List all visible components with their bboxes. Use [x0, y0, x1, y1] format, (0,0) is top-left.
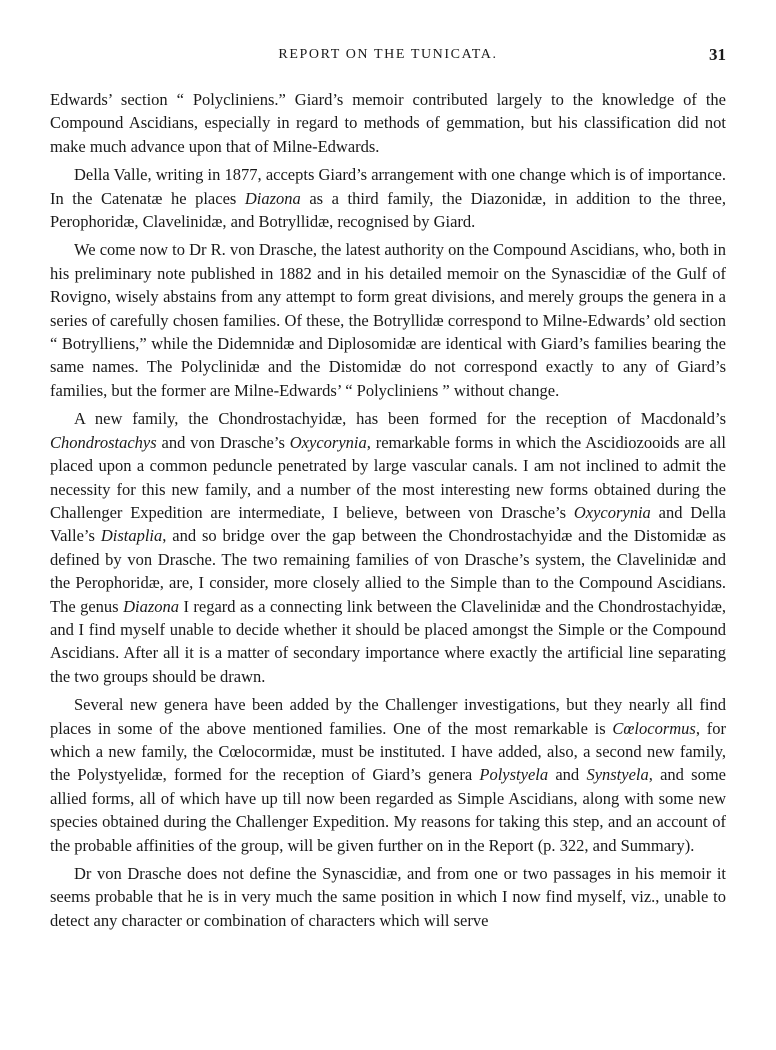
text-run: and	[548, 765, 587, 785]
text-run: I regard as a connecting link between the Clavelinidæ and the Chondrostachyidæ, and I find myself unable to decide whether it should be placed amongst the Simple or the Compound Ascidians. After all it is a matter of secondary importance where exactly the artificial line separating the two groups should be drawn.	[50, 596, 726, 686]
paragraph-5	[50, 693, 726, 857]
text-run: , and some allied forms, all of which have up till now been regarded as Simple Ascidians, along with some new species obtained during the Challenger Expedition. My reasons for taking this step, and an account of the probable affinities of the group, will be given further on in the Report (p. 322, and Summary).	[50, 765, 727, 855]
text-run: We come now to Dr R. von Drasche, the latest authority on the Compound Ascidians, who, both in his preliminary note published in 1882 and in his detailed memoir on the Synascidiæ of the Gulf of Rovigno, wisely abstains from any attempt to form great divisions, and merely groups the genera in a series of carefully chosen families. Of these, the Botryllidæ correspond to Milne-Edwards’ old section “ Botrylliens,” while the Didemnidæ and Diplosomidæ are identical with Giard’s families bearing the same names. The Polyclinidæ and the Distomidæ do not correspond exactly to any of Giard’s families, but the former are Milne-Edwards’ “ Polycliniens ” without change.	[50, 240, 726, 400]
text-run: Della Valle, writing in 1877, accepts Giard’s arrangement with one change which is of importance. In the Catenatæ he places	[50, 165, 726, 208]
paragraph-6	[50, 862, 726, 932]
text-run: as a third family, the Diazonidæ, in addition to the three, Perophoridæ, Clavelinidæ, and Botryllidæ, recognised by Giard.	[50, 188, 726, 232]
italic-term: Distaplia	[100, 526, 163, 546]
italic-term: Synstyela	[586, 765, 649, 785]
text-run: Dr von Drasche does not define the Synascidiæ, and from one or two passages in his memoir it seems probable that he is in very much the same position in which I now find myself, viz., unable to detect any character or combination of characters which will serve	[50, 864, 726, 930]
text-run: Several new genera have been added by the Challenger investigations, but they nearly all find places in some of the above mentioned families. One of the most remarkable is	[50, 695, 726, 738]
italic-term: Diazona	[123, 596, 179, 616]
text-run: , remarkable forms in which the Ascidiozooids are all placed upon a common peduncle penetrated by large vascular canals. I am not inclined to admit the necessity for this new family, and a number of the most interesting new forms obtained during the Challenger Expedition are intermediate, I believe, between von Drasche’s	[50, 432, 726, 522]
text-run: , and so bridge over the gap between the Chondrostachyidæ and the Distomidæ as defined by von Drasche. The two remaining families of von Drasche’s system, the Clavelinidæ and the Perophoridæ, are, I consider, more closely allied to the Simple than to the Compound Ascidians. The genus	[50, 526, 726, 616]
italic-term: Polystyela	[479, 765, 549, 785]
paragraph-4	[50, 407, 726, 688]
running-title: REPORT ON THE TUNICATA.	[278, 47, 498, 62]
italic-term: Oxycorynia	[289, 432, 367, 452]
text-run: and Della Valle’s	[50, 502, 726, 546]
text-run: A new family, the Chondrostachyidæ, has been formed for the reception of Macdonald’s	[74, 409, 726, 429]
paragraph-3	[50, 238, 726, 402]
italic-term: Cœlocormus	[612, 718, 696, 738]
body-text	[50, 88, 726, 932]
italic-term: Chondrostachys	[50, 432, 157, 452]
paragraph-1	[50, 88, 726, 158]
running-head	[50, 44, 726, 66]
text-run: Edwards’ section “ Polycliniens.” Giard’s memoir contributed largely to the knowledge of the Compound Ascidians, especially in regard to methods of gemmation, but his classification did not make much advance upon that of Milne-Edwards.	[50, 90, 726, 156]
italic-term: Oxycorynia	[573, 502, 651, 522]
text-run: and von Drasche’s	[156, 432, 290, 452]
page-number: 31	[709, 45, 726, 64]
paragraph-2	[50, 163, 726, 233]
text-run: , for which a new family, the Cœlocormidæ, must be instituted. I have added, also, a second new family, the Polystyelidæ, formed for the reception of Giard’s genera	[50, 718, 726, 785]
italic-term: Diazona	[244, 188, 301, 208]
